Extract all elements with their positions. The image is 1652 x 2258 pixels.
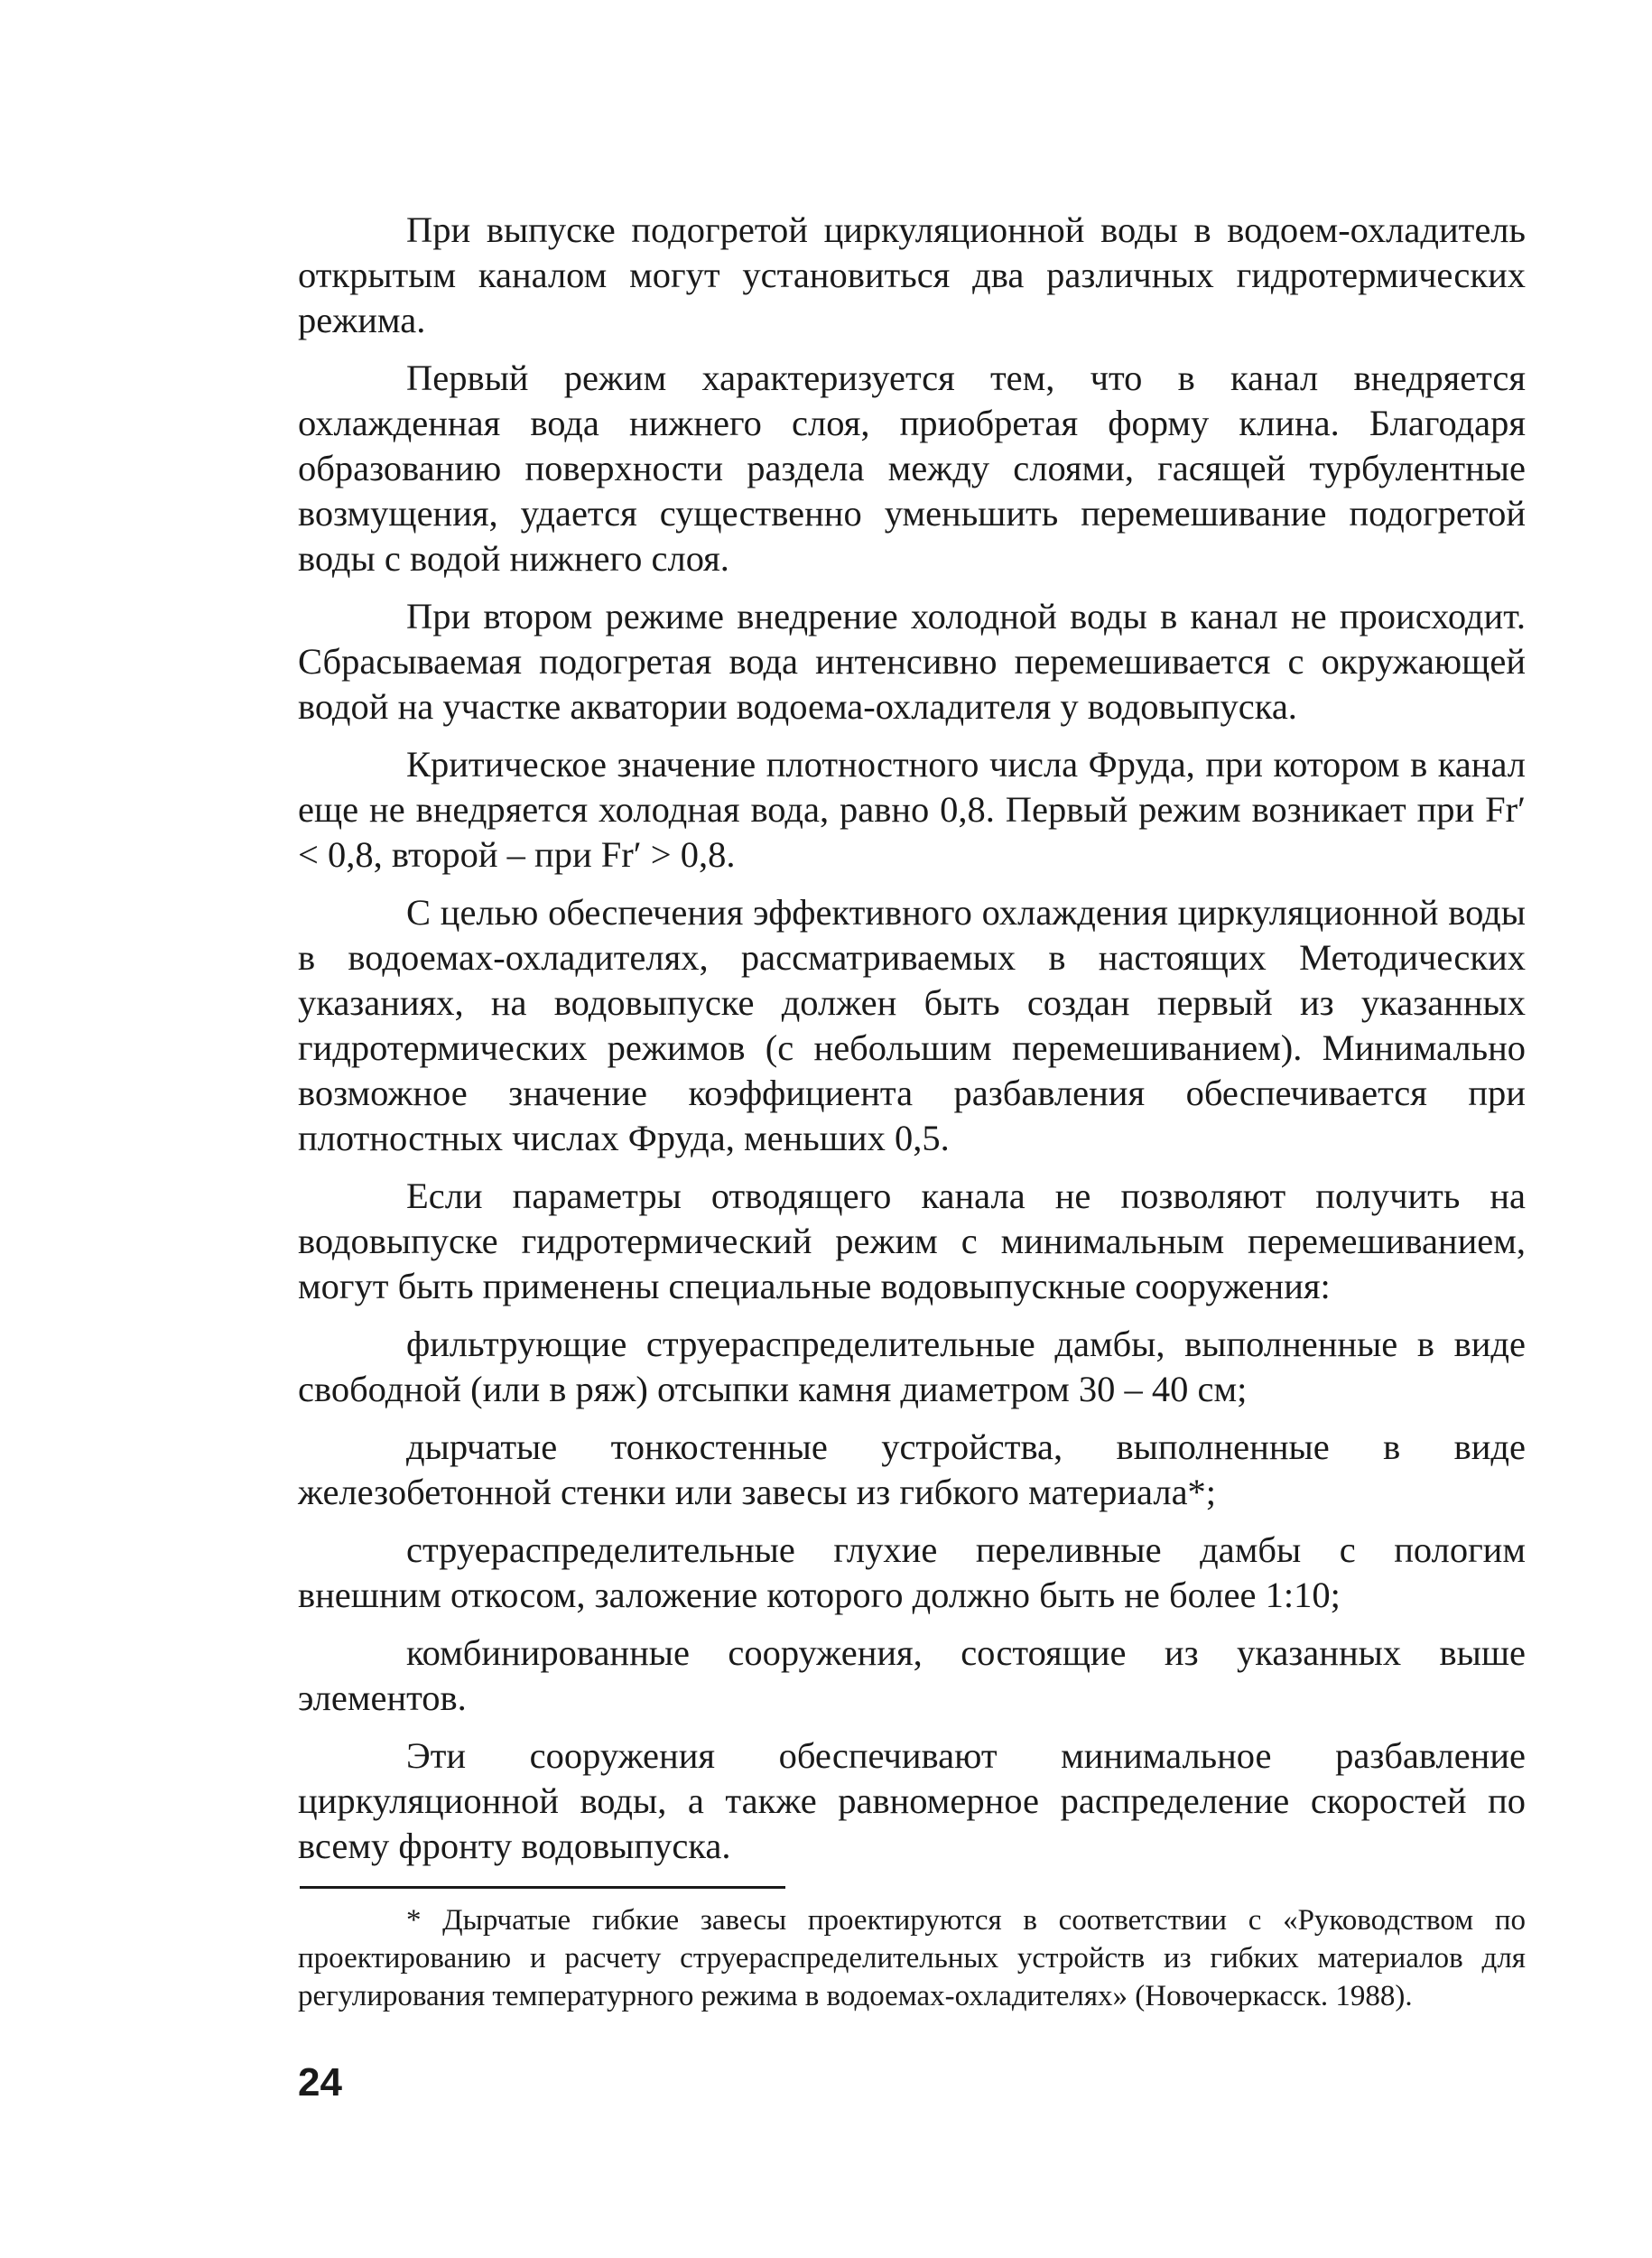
body-text — [298, 208, 1526, 1882]
paragraph: С целью обеспечения эффективного охлаждения циркуляционной воды в водоемах-охладителях, рассматриваемых в настоящих Методических указаниях, на водовыпуске должен быть создан первый из указанных гидротермических режимов (с небольшим перемешиванием). Минимально возможное значение коэффициента разбавления обеспечивается при плотностных числах Фруда, меньших 0,5. — [298, 892, 1526, 1158]
list-item: струераспределительные глухие переливные дамбы с пологим внешним откосом, заложение которого должно быть не более 1:10; — [298, 1529, 1526, 1615]
paragraph: Если параметры отводящего канала не позволяют получить на водовыпуске гидротермический режим с минимальным перемешиванием, могут быть применены специальные водовыпускные сооружения: — [298, 1175, 1526, 1306]
list-item: дырчатые тонкостенные устройства, выполненные в виде железобетонной стенки или завесы из гибкого материала*; — [298, 1426, 1526, 1512]
list-item: комбинированные сооружения, состоящие из указанных выше элементов. — [298, 1632, 1526, 1718]
footnote — [298, 1901, 1526, 2015]
footnote-text: * Дырчатые гибкие завесы проектируются в соответствии с «Руководством по проектированию и расчету струераспределительных устройств из гибких материалов для регулирования температурного режима в водоемах-охладителях» (Новочеркасск. 1988). — [298, 1904, 1526, 2012]
paragraph: При втором режиме внедрение холодной воды в канал не происходит. Сбрасываемая подогретая вода интенсивно перемешивается с окружающей водой на участке акватории водоема-охладителя у водовыпуска. — [298, 596, 1526, 727]
paragraph: Эти сооружения обеспечивают минимальное разбавление циркуляционной воды, а также равномерное распределение скоростей по всему фронту водовыпуска. — [298, 1735, 1526, 1866]
paragraph: Первый режим характеризуется тем, что в канал внедряется охлажденная вода нижнего слоя, приобретая форму клина. Благодаря образованию поверхности раздела между слоями, гасящей турбулентные возмущения, удается существенно уменьшить перемешивание подогретой воды с водой нижнего слоя. — [298, 358, 1526, 579]
footnote-divider — [300, 1886, 785, 1889]
page-number: 24 — [298, 2060, 342, 2105]
paragraph: При выпуске подогретой циркуляционной воды в водоем-охладитель открытым каналом могут установиться два различных гидротермических режима. — [298, 209, 1526, 340]
paragraph: Критическое значение плотностного числа Фруда, при котором в канал еще не внедряется холодная вода, равно 0,8. Первый режим возникает при Fr′ < 0,8, второй – при Fr′ > 0,8. — [298, 744, 1526, 875]
list-item: фильтрующие струераспределительные дамбы, выполненные в виде свободной (или в ряж) отсыпки камня диаметром 30 – 40 см; — [298, 1324, 1526, 1409]
